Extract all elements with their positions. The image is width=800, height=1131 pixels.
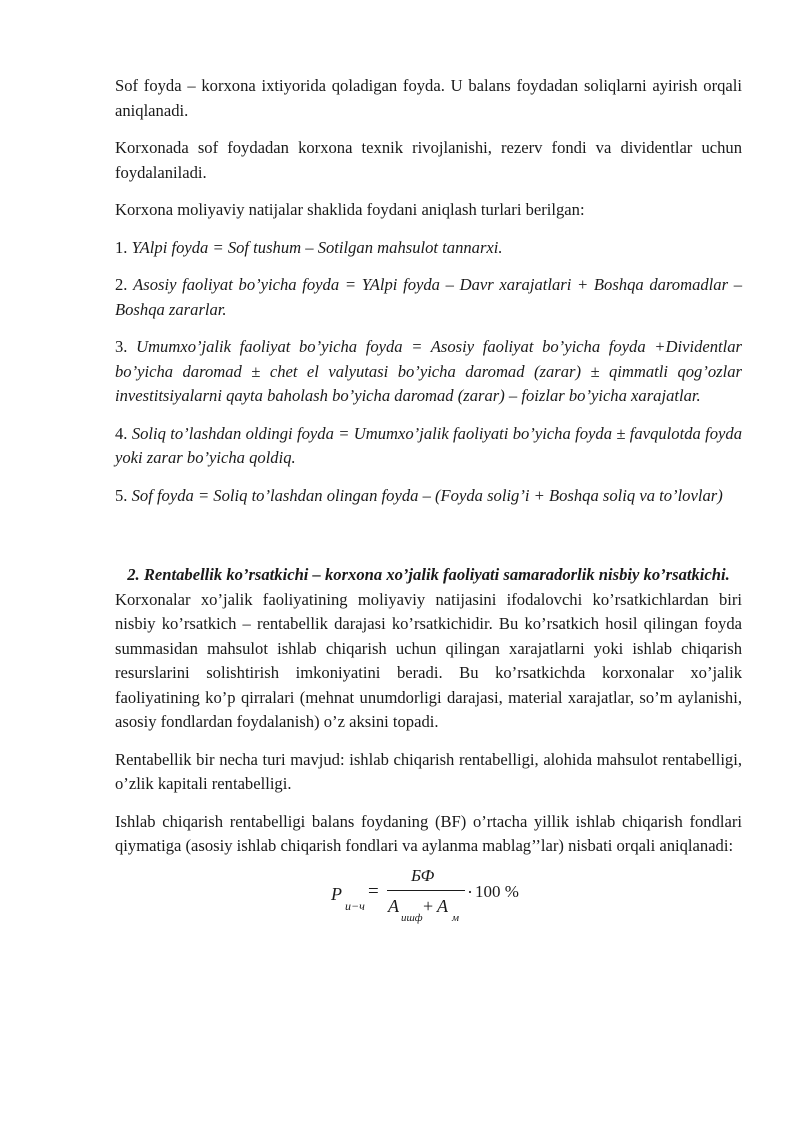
section-spacer [115,521,742,563]
section-heading: 2. Rentabellik ko’rsatkichi – korxona xo’jalik faoliyati samaradorlik nisbiy ko’rsatkichi. [127,565,730,584]
paragraph-rentabellik-intro: Korxonalar xo’jalik faoliyatining moliyaviy natijasini ifodalovchi ko’rsatkichlardan biri nisbiy ko’rsatkich – rentabellik darajasi ko’rsatkichidir. Bu ko’rsatkich hosil qilingan foyda summasidan mahsulot ishlab chiqarish uchun qilingan xarajatlarni yoki ishlab chiqarish resurslarini solishtirish imkoniyatini beradi. Bu ko’rsatkichda korxonalar xo’jalik faoliyatining ko’p qirralari (mehnat unumdorligi darajasi, material xarajatlar, so’m aylanishi, asosiy fondlardan foydalanish) o’z aksini topadi. [115,589,742,731]
formula-lhs: Р [331,883,342,904]
formula-denominator-b-subscript: м [452,911,460,924]
formula-numerator: БФ [411,865,435,885]
list-number: 1. [115,237,132,257]
paragraph-sof-foyda-usage: Korxonada sof foydadan korxona texnik rivojlanishi, rezerv fondi va dividentlar uchun foydalaniladi. [115,138,742,182]
list-text: Soliq to’lashdan oldingi foyda = Umumxo’jalik faoliyati bo’yicha foyda ± favqulotda foyda yoki zarar bo’yicha qoldiq. [115,423,743,467]
list-item-5 [115,484,742,509]
list-number: 3. [115,337,137,356]
list-text: Asosiy faoliyat bo’yicha foyda = YAlpi foyda – Davr xarajatlari + Boshqa daromadlar – Boshqa zararlar. [115,275,743,319]
formula-equals: = [368,880,379,902]
list-number: 4. [115,423,132,443]
profitability-formula [115,865,742,932]
paragraph-types-intro: Korxona moliyaviy natijalar shaklida foydani aniqlash turlari berilgan: [115,200,585,219]
paragraph-sof-foyda: Sof foyda – korxona ixtiyorida qoladigan foyda. U balans foydadan soliqlarni ayirish orqali aniqlanadi. [115,76,742,120]
formula-multiply: · [467,881,473,902]
formula-denominator-b: А [437,895,448,916]
formula-denominator-a: А [388,895,399,916]
formula-denominator-a-subscript: ишф [401,911,423,924]
formula-plus: + [423,895,434,916]
formula-percent: 100 % [475,881,519,901]
list-item-4 [115,422,742,471]
formula-fraction-bar [387,890,465,891]
paragraph-rentabellik-types: Rentabellik bir necha turi mavjud: ishlab chiqarish rentabelligi, alohida mahsulot rentabelligi, o’zlik kapitali rentabelligi. [115,749,742,793]
list-item-1 [115,236,742,261]
list-text: YAlpi foyda = Sof tushum – Sotilgan mahsulot tannarxi. [131,237,503,257]
list-item-3 [115,335,742,409]
list-number: 5. [115,485,132,505]
list-number: 2. [115,275,134,294]
list-text: Umumxo’jalik faoliyat bo’yicha foyda = Asosiy faoliyat bo’yicha foyda +Dividentlar bo’yicha daromad ± chet el valyutasi bo’yicha daromad (zarar) ± qimmatli qog’ozlar investitsiyalarni qayta baholash bo’yicha daromad (zarar) – foizlar bo’yicha xarajatlar. [115,337,742,405]
formula-lhs-subscript: и−ч [345,898,365,913]
list-item-2 [115,273,742,322]
paragraph-production-profitability: Ishlab chiqarish rentabelligi balans foydaning (BF) o’rtacha yillik ishlab chiqarish fondlari qiymatiga (asosiy ishlab chiqarish fondlari va aylanma mablag’’lar) nisbati orqali aniqlanadi: [115,811,742,855]
list-text: Sof foyda = Soliq to’lashdan olingan foyda – (Foyda solig’i + Boshqa soliq va to’lovlar) [131,485,723,505]
